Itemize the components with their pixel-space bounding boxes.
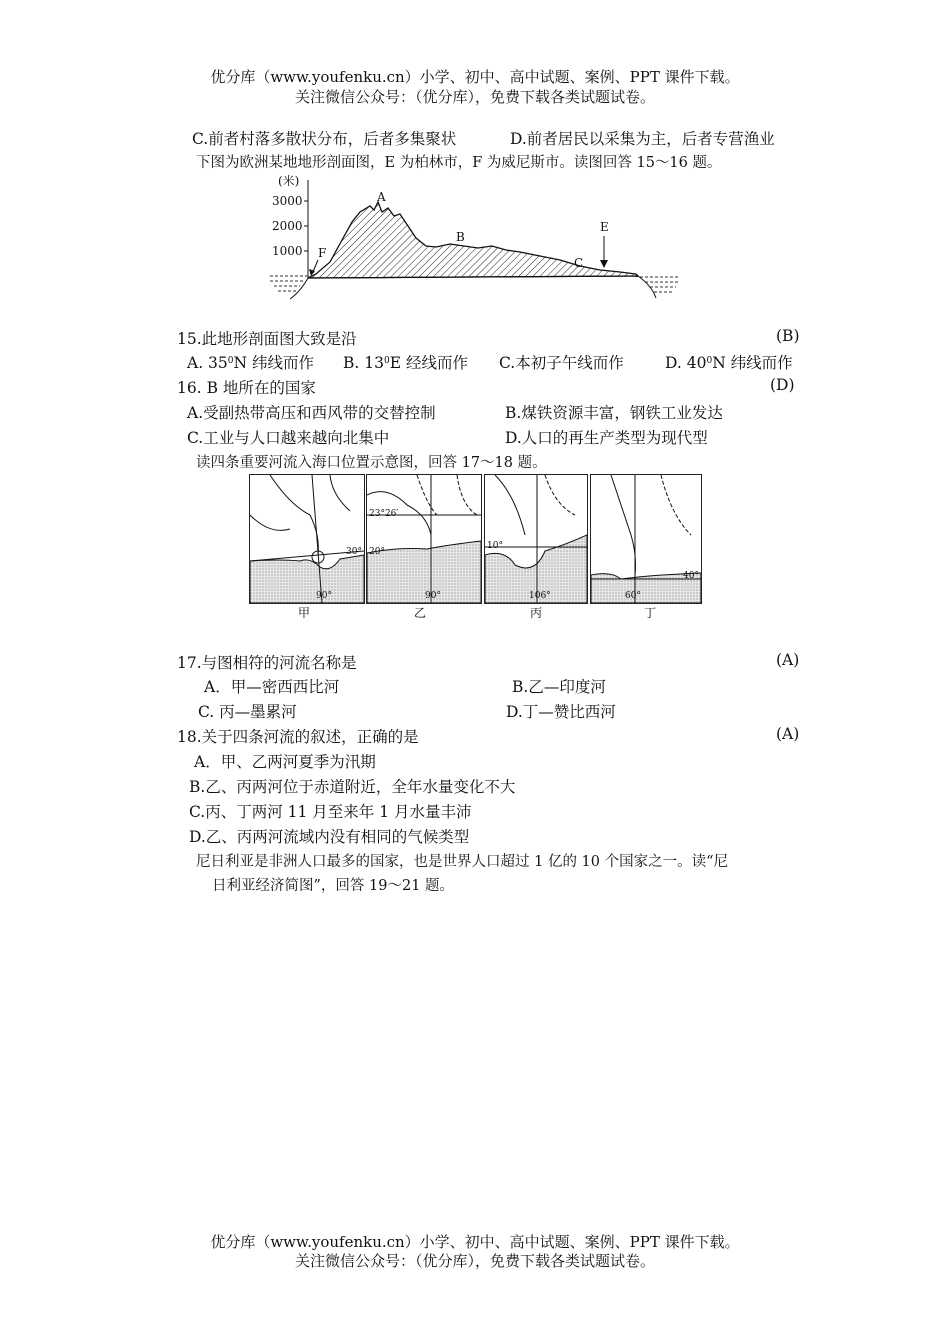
q15-option-a: A. $35^0N$ 纬线而作 [187, 354, 315, 372]
q16-stem: 16. B 地所在的国家 [177, 379, 316, 397]
map-label-jia: 甲 [298, 606, 311, 620]
profile-tick: 1000 [272, 244, 303, 258]
q18-option-b: B.乙、丙两河位于赤道附近，全年水量变化不大 [189, 778, 516, 796]
footer-line-2: 关注微信公众号：（优分库），免费下载各类试题试卷。 [294, 1252, 655, 1270]
map-label-yi: 乙 [414, 606, 427, 620]
map-yi-graphic [367, 475, 481, 603]
map-bing-graphic [485, 475, 587, 603]
map-yi-lon: 90° [425, 591, 441, 601]
header-line-2: 关注微信公众号：（优分库），免费下载各类试题试卷。 [294, 88, 655, 106]
intro-19-line-1: 尼日利亚是非洲人口最多的国家，也是世界人口超过 1 亿的 10 个国家之一。读“尼 [196, 854, 729, 870]
terrain-profile-figure [260, 174, 690, 304]
map-label-bing: 丙 [530, 606, 543, 620]
q15-stem: 15.此地形剖面图大致是沿 [177, 330, 357, 348]
q18-answer: (A) [776, 725, 800, 743]
carry-option-c: C.前者村落多散状分布，后者多集聚状 [192, 130, 457, 148]
footer-line-1: 优分库（www.youfenku.cn）小学、初中、高中试题、案例、PPT 课件下载。 [210, 1233, 740, 1251]
map-jia-graphic [250, 475, 364, 603]
map-ding-lon: 60° [625, 591, 641, 601]
q18-option-c: C.丙、丁两河 11 月至来年 1 月水量丰沛 [189, 803, 472, 821]
q18-option-d: D.乙、丙两河流域内没有相同的气候类型 [189, 828, 470, 846]
q15-option-b: B. $13^0E$ 经线而作 [343, 354, 468, 372]
map-yi-lat1: 23°26′ [369, 509, 399, 519]
q16-option-b: B.煤铁资源丰富，钢铁工业发达 [505, 404, 723, 422]
header-line-1: 优分库（www.youfenku.cn）小学、初中、高中试题、案例、PPT 课件下载。 [210, 68, 740, 86]
carry-option-d: D.前者居民以采集为主，后者专营渔业 [510, 130, 775, 148]
map-bing-lat: 10° [487, 541, 503, 551]
q16-answer: (D) [770, 376, 795, 394]
map-bing-lon: 106° [529, 591, 551, 601]
profile-label-a: A [377, 190, 386, 204]
map-jia-lon: 90° [316, 591, 332, 601]
q17-option-c: C. 丙—墨累河 [198, 703, 297, 721]
q17-option-b: B.乙—印度河 [512, 678, 606, 696]
q15-option-d: D. $40^0N$ 纬线而作 [665, 354, 793, 372]
intro-17: 读四条重要河流入海口位置示意图，回答 17～18 题。 [196, 455, 547, 471]
q17-answer: (A) [776, 651, 800, 669]
q15-option-c: C.本初子午线而作 [499, 354, 624, 372]
map-jia-lat: 30° [346, 547, 362, 557]
map-ding-lat: 40° [683, 571, 699, 581]
terrain-profile-graphic [260, 174, 690, 304]
q15-answer: (B) [776, 327, 800, 345]
q16-option-a: A.受副热带高压和西风带的交替控制 [187, 404, 436, 422]
q16-option-c: C.工业与人口越来越向北集中 [187, 429, 390, 447]
profile-label-b: B [456, 230, 465, 244]
profile-tick: 3000 [272, 194, 303, 208]
q18-stem: 18.关于四条河流的叙述，正确的是 [177, 728, 419, 746]
q16-option-d: D.人口的再生产类型为现代型 [505, 429, 708, 447]
map-jia [249, 474, 365, 604]
q17-stem: 17.与图相符的河流名称是 [177, 654, 357, 672]
profile-tick: 2000 [272, 219, 303, 233]
q17-option-d: D.丁—赞比西河 [506, 703, 616, 721]
map-bing [484, 474, 588, 604]
map-ding [590, 474, 702, 604]
q17-option-a: A．甲—密西西比河 [204, 678, 340, 696]
profile-unit: (米) [278, 174, 300, 188]
q18-option-a: A．甲、乙两河夏季为汛期 [194, 753, 376, 771]
profile-label-e: E [600, 220, 609, 234]
profile-label-c: C [574, 256, 584, 270]
intro-19-line-2: 日利亚经济简图”，回答 19～21 题。 [212, 878, 455, 894]
map-ding-graphic [591, 475, 701, 603]
map-label-ding: 丁 [644, 606, 657, 620]
profile-label-f: F [318, 246, 327, 260]
map-yi [366, 474, 482, 604]
intro-15: 下图为欧洲某地地形剖面图，E 为柏林市，F 为威尼斯市。读图回答 15～16 题。 [196, 155, 722, 171]
map-yi-lat2: 20° [369, 547, 385, 557]
